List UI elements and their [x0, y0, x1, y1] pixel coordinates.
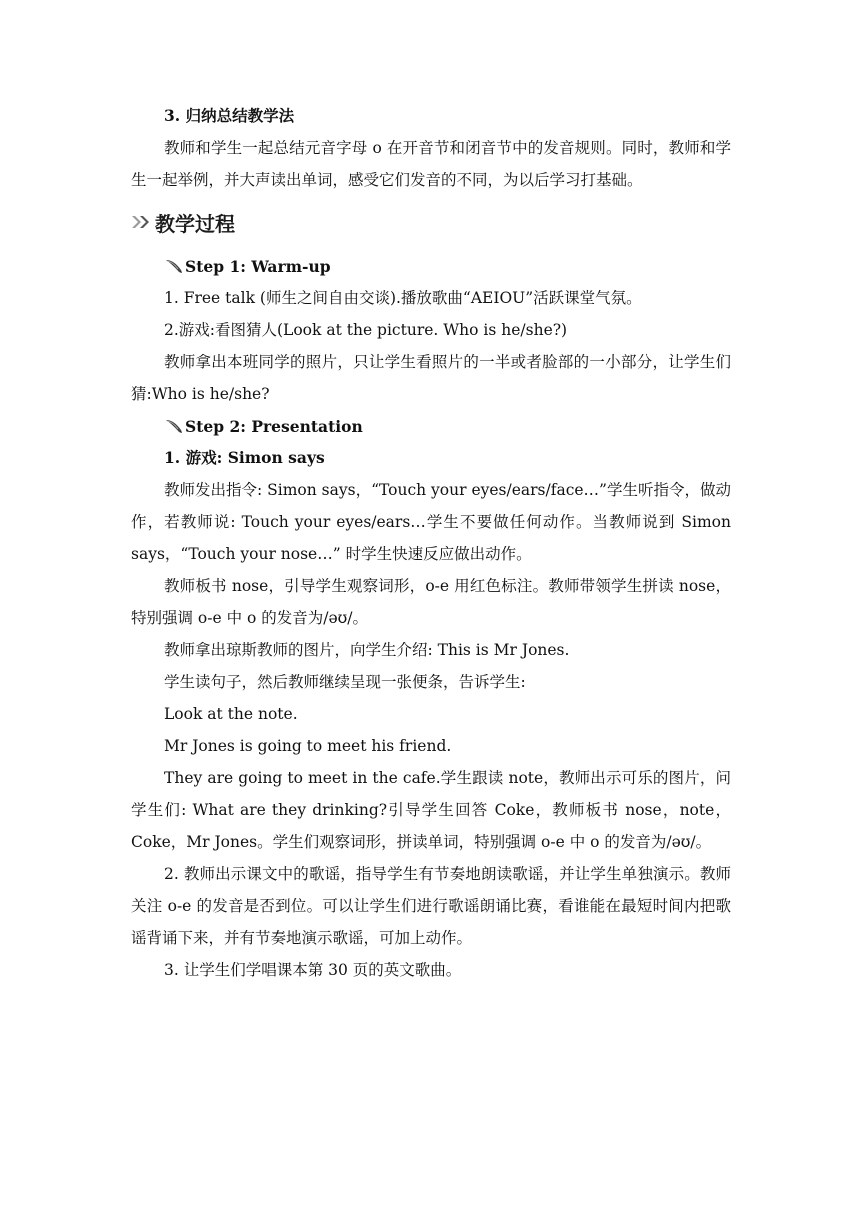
step2-paragraph-8: 2. 教师出示课文中的歌谣，指导学生有节奏地朗读歌谣，并让学生单独演示。教师关注 o-e 的发音是否到位。可以让学生们进行歌谣朗诵比赛，看谁能在最短时间内把歌谣背诵下来，并有节奏地演示歌谣，可加上动作。	[131, 865, 731, 947]
pen-icon	[164, 418, 184, 434]
section-title: 教学过程	[155, 211, 235, 236]
step2-paragraph-3: 教师拿出琼斯教师的图片，向学生介绍: This is Mr Jones.	[164, 641, 570, 659]
step2-paragraph-5: Look at the note.	[164, 705, 298, 723]
method-body: 教师和学生一起总结元音字母 o 在开音节和闭音节中的发音规则。同时，教师和学生一起举例，并大声读出单词，感受它们发音的不同，为以后学习打基础。	[131, 139, 731, 189]
step2-paragraph-2: 教师板书 nose，引导学生观察词形，o-e 用红色标注。教师带领学生拼读 nose，特别强调 o-e 中 o 的发音为/əʊ/。	[131, 577, 731, 627]
step2-paragraph-7: They are going to meet in the cafe.学生跟读 note，教师出示可乐的图片，问学生们: What are they drinking?引导学生回答 Coke，教师板书 nose，note，Coke，Mr Jones。学生们观察词形，拼读单词，特别强调 o-e 中 o 的发音为/əʊ/。	[131, 769, 731, 851]
step2-heading	[131, 410, 731, 442]
document-content	[131, 100, 731, 986]
pen-icon	[164, 258, 184, 274]
step1-item2: 2.游戏:看图猜人(Look at the picture. Who is he/she?)	[164, 321, 568, 339]
step2-label: Step 2: Presentation	[185, 416, 363, 436]
step1-heading	[131, 250, 731, 282]
step1-label: Step 1: Warm-up	[185, 256, 331, 276]
game-title: 1. 游戏: Simon says	[164, 448, 325, 467]
step2-paragraph-9: 3. 让学生们学唱课本第 30 页的英文歌曲。	[164, 961, 462, 979]
step2-paragraph-4: 学生读句子，然后教师继续呈现一张便条，告诉学生:	[164, 673, 526, 691]
method-title: 3. 归纳总结教学法	[164, 106, 295, 125]
step2-paragraph-6: Mr Jones is going to meet his friend.	[164, 737, 452, 755]
step1-item2-body: 教师拿出本班同学的照片，只让学生看照片的一半或者脸部的一小部分，让学生们猜:Who is he/she?	[131, 353, 731, 403]
step1-item1: 1. Free talk (师生之间自由交谈).播放歌曲“AEIOU”活跃课堂气氛。	[164, 289, 642, 307]
step2-paragraph-1: 教师发出指令: Simon says，“Touch your eyes/ears/face…”学生听指令，做动作，若教师说: Touch your eyes/ears…学生不要做任何动作。当教师说到 Simon says，“Touch your nose…” 时学生快速反应做出动作。	[131, 481, 731, 563]
section-heading-process	[131, 198, 731, 246]
double-chevron-icon	[131, 215, 153, 229]
